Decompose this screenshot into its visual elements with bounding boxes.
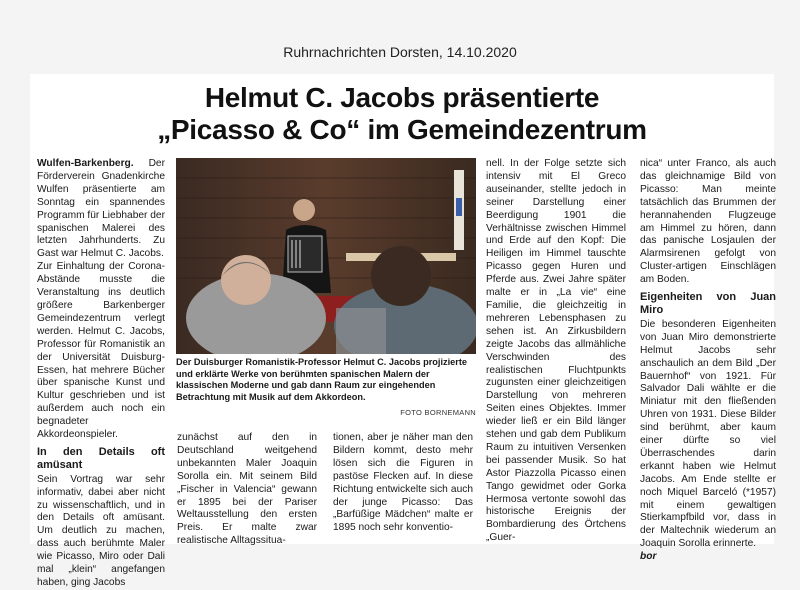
subheading-miro: Eigenheiten von Juan Miro: [640, 291, 776, 316]
column-4: nell. In der Folge setzte sich intensiv mit El Greco auseinander, stellte jedoch in seiner Darstellung einer Beerdigung 1901 die Verhältnisse zwischen Himmel und Erde auf den Kopf: Die Heiligen im Himmel tauschte Picasso gegen Huren und Pferde aus. Zwei Jahre später malte er in „La vie“ eine Familie, die gleichzeitig in mehreren Lebensphasen zu sehen ist. An Zirkusbildern zeigte Jacobs das allmähliche Verschwinden des realistischen Fluchtpunkts zugunsten einer gleichzeitigen Darstellung von mehreren Seiten eines Objektes. Immer wieder ließ er ein Bild länger stehen und gab dem Publikum Raum zu intuitiven Versenken bei passender Musik. So hat Astor Piazzolla Picasso einen Tango gewidmet oder Gorka Hermosa vertonte sowohl das historische Ereignis der Bombardierung des Örtchens „Guer-: [486, 158, 626, 544]
photo-illustration: [176, 158, 476, 354]
photo-credit: FOTO BORNEMANN: [400, 408, 476, 417]
headline-line-2: „Picasso & Co“ im Gemeindezentrum: [157, 114, 647, 145]
column-1: [37, 158, 165, 590]
column-5: [640, 158, 776, 564]
paragraph-guernica: nica“ unter Franco, als auch das gleichnamige Bild von Picasso: Man meinte tatsächlich das Brummen der herannahenden Flugzeuge am Himmel zu hören, dann das panische Losjaulen der Alarmsirenen gefolgt von Cluster-artigen Einschlägen am Boden.: [640, 158, 776, 286]
paragraph-miro: Die besonderen Eigenheiten von Juan Miro demonstrierte Helmut Jacobs sehr anschaulich an dem Bild „Der Bauernhof“ von 1921. Für Salvador Dali wählte er die Miniatur mit den fließenden Uhren von 1931. Diese Bilder sind berühmt, aber kaum einer dürfte so viel Überraschendes darin erkannt haben wie Helmut Jacobs. Am Ende stellte er noch Miquel Barceló (*1957) mit einem gewaltigen Stierkampfbild vor, dass in der Maltechnik wiederum an Joaquin Sorolla erinnerte.: [640, 318, 776, 550]
author-signature: bor: [640, 551, 657, 563]
source-line: Ruhrnachrichten Dorsten, 14.10.2020: [283, 44, 517, 60]
event-photo: [176, 158, 476, 354]
dateline: Wulfen-Barkenberg.: [37, 158, 134, 169]
headline-line-1: Helmut C. Jacobs präsentierte: [204, 82, 600, 113]
column-2-bottom: zunächst auf den in Deutschland weitgehend unbekannten Maler Joaquin Sorolla ein. Mit seinem Bild „Fischer in Valencia“ gewann er 1895 bei der Pariser Weltausstellung den ersten Preis. Er malte zwar realistische Alltagssitua-: [177, 432, 317, 547]
intro-text: Der Förderverein Gnadenkirche Wulfen präsentierte am Sonntag ein spannendes Programm für Liebhaber der spanischen Malerei des letzten Jahrhunderts. Zu Gast war Helmut C. Jacobs.: [37, 158, 165, 260]
paragraph-corona: Zur Einhaltung der Corona-Abstände musste die Veranstaltung ins deutlich größere Barkenberger Gemeindezentrum verlegt werden. Helmut C. Jacobs, Professor für Romanistik an der Universität Duisburg-Essen, hat mehrere Bücher über spanische Kunst und Kultur geschrieben und ist außerdem auch noch ein begnadeter Akkordeonspieler.: [37, 261, 165, 441]
paragraph-vortrag: Sein Vortrag war sehr informativ, dabei aber nicht zu wissenschaftlich, und in den Details oft amüsant. Um deutlich zu machen, dass auch berühmte Maler wie Picasso, Miro oder Dali mal „klein“ angefangen haben, ging Jacobs: [37, 473, 165, 588]
photo-caption: Der Duisburger Romanistik-Professor Helmut C. Jacobs projizierte und erklärte Werke von berühmten spanischen Malern der klassischen Moderne und gab dann Raum zur eingehenden Betrachtung mit Musik auf dem Akkordeon.: [176, 357, 468, 402]
subheading-details: In den Details oft amüsant: [37, 445, 165, 471]
column-3-bottom: tionen, aber je näher man den Bildern kommt, desto mehr lösen sich die Figuren in pastöse Flecken auf. In diese Richtung entwickelte sich auch der junge Picasso: Das „Barfüßige Mädchen“ malte er 1895 noch sehr konventio-: [333, 432, 473, 534]
